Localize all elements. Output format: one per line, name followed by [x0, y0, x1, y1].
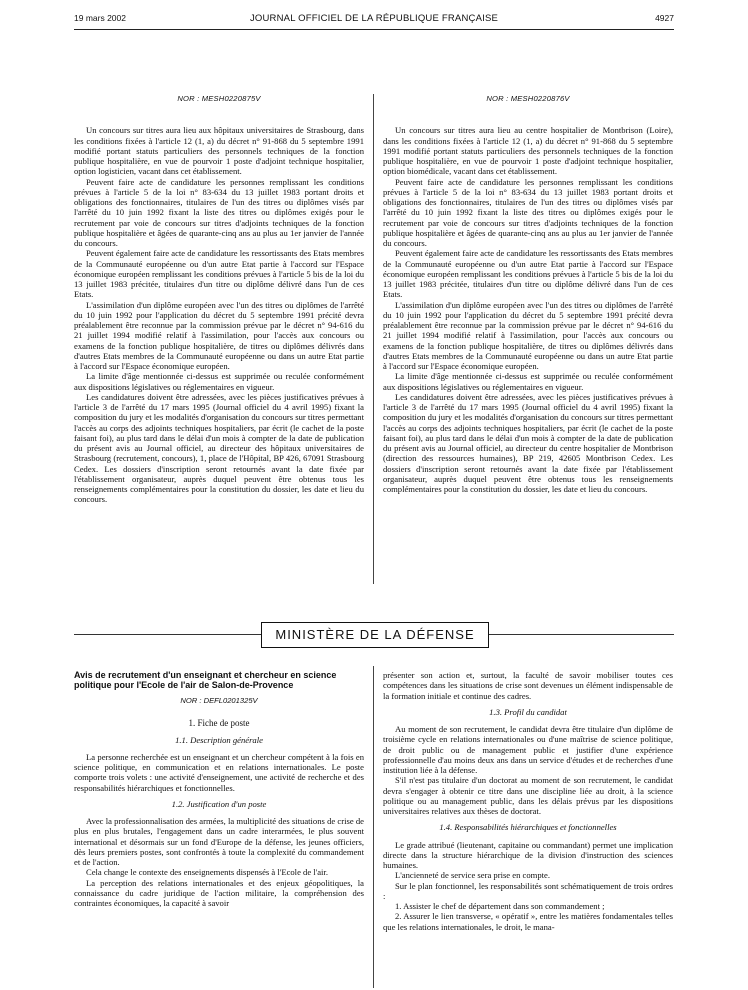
left-bottom-column	[74, 670, 364, 908]
paragraph: S'il n'est pas titulaire d'un doctorat au moment de son recrutement, le candidat devra s'engager à obtenir ce titre dans une discipline liée au droit, à la science politique ou au management public, dans les délais prévus par les dispositions universitaires relatives aux thèses de doctorat.	[383, 775, 673, 816]
column-divider	[373, 94, 374, 584]
paragraph: Un concours sur titres aura lieu aux hôpitaux universitaires de Strasbourg, dans les conditions fixées à l'article 12 (1, a) du décret n° 91-868 du 5 septembre 1991 modifié portant statuts particuliers des personnels techniques de la fonction publique hospitalière, en vue de pourvoir 1 poste d'adjoint technique hospitalier, option logisticien, vacant dans cet établissement.	[74, 125, 364, 177]
paragraph: Le grade attribué (lieutenant, capitaine ou commandant) permet une implication directe dans la structure hiérarchique de la division d'instruction des sciences humaines.	[383, 839, 673, 870]
subsection-heading: 1.3. Profil du candidat	[489, 706, 567, 717]
header-date: 19 mars 2002	[74, 13, 126, 23]
column-divider	[373, 666, 374, 988]
paragraph: présenter son action et, surtout, la faculté de savoir mobiliser toutes ces compétences dans les situations de crise sont devenues un élément indispensable de la formation initiale et continue des cadres.	[383, 670, 673, 701]
paragraph: La limite d'âge mentionnée ci-dessus est supprimée ou reculée conformément aux dispositions législatives ou réglementaires en vigueur.	[74, 371, 364, 392]
right-bottom-column	[383, 670, 673, 932]
paragraph: 1. Assister le chef de département dans son commandement ;	[395, 901, 605, 911]
nor-reference: NOR : MESH0220875V	[177, 94, 261, 103]
paragraph: Les candidatures doivent être adressées, avec les pièces justificatives prévues à l'article 3 de l'arrêté du 17 mars 1995 (Journal officiel du 4 avril 1995) fixant la composition du jury et les modalités d'organisation du concours sur titres permettant l'accès au corps des adjoints techniques hospitaliers, par écrit (le cachet de la poste faisant foi), au plus tard dans le délai d'un mois à compter de la date de publication du présent avis au Journal officiel, au directeur du centre hospitalier de Montbrison (direction des ressources humaines), BP 219, 42605 Montbrison Cedex. Les dossiers d'inscription seront retournés avant la date fixée par l'établissement organisateur, auprès duquel peuvent être obtenus tous les renseignements complémentaires pour la constitution du dossier, les date et lieu du concours.	[383, 391, 673, 494]
subsection-heading: 1.1. Description générale	[175, 734, 263, 745]
paragraph: L'ancienneté de service sera prise en compte.	[395, 870, 550, 881]
journal-title: JOURNAL OFFICIEL DE LA RÉPUBLIQUE FRANÇAISE	[249, 13, 499, 24]
page-header	[74, 13, 674, 27]
subsection-heading: 1.4. Responsabilités hiérarchiques et fonctionnelles	[439, 822, 617, 833]
paragraph: Un concours sur titres aura lieu au centre hospitalier de Montbrison (Loire), dans les conditions fixées à l'article 12 (1, a) du décret n° 91-868 du 5 septembre 1991 modifié portant statuts particuliers des personnels techniques de la fonction publique hospitalière, en vue de pourvoir 1 poste d'adjoint technique hospitalier, option biomédicale, vacant dans cet établissement.	[383, 125, 673, 177]
paragraph: Peuvent faire acte de candidature les personnes remplissant les conditions prévues à l'article 5 de la loi n° 83-634 du 13 juillet 1983 portant droits et obligations des fonctionnaires, titulaires de l'un des titres ou diplômes visés par l'arrêté du 10 juin 1992 fixant la liste des titres ou diplômes exigés pour le recrutement par voie de concours sur titres d'adjoints techniques de la fonction publique hospitalière et âgées de quarante-cinq ans au plus au 1er janvier de l'année du concours.	[74, 176, 364, 248]
subsection-heading: 1.2. Justification d'un poste	[171, 798, 267, 809]
nor-reference: NOR : DEFL0201325V	[180, 696, 258, 705]
paragraph: La perception des relations internationales et des enjeux géopolitiques, la connaissance du cadre juridique de l'action militaire, la compréhension des contraintes économiques, la capacité à savoir	[74, 877, 364, 908]
notice-title: Avis de recrutement d'un enseignant et chercheur en science politique pour l'Ecole de l'air de Salon-de-Provence	[74, 670, 337, 690]
section-rule-right	[488, 634, 674, 635]
left-top-column	[74, 94, 364, 505]
paragraph: Peuvent également faire acte de candidature les ressortissants des Etats membres de la Communauté européenne ou d'un autre Etat partie à l'accord sur l'Espace économique européen remplissant les conditions prévues à l'article 5 bis de la loi du 13 juillet 1983 précitée, titulaires d'un titre ou diplôme délivré dans l'un de ces Etats.	[383, 248, 673, 300]
paragraph: Peuvent également faire acte de candidature les ressortissants des Etats membres de la Communauté européenne ou d'un autre Etat partie à l'accord sur l'Espace économique européen remplissant les conditions prévues à l'article 5 bis de la loi du 13 juillet 1983 précitée, titulaires d'un titre ou diplôme délivré dans l'un de ces Etats.	[74, 248, 364, 300]
page-number: 4927	[655, 13, 674, 23]
ministry-heading: MINISTÈRE DE LA DÉFENSE	[261, 622, 489, 648]
paragraph: Les candidatures doivent être adressées, avec les pièces justificatives prévues à l'article 3 de l'arrêté du 17 mars 1995 (Journal officiel du 4 avril 1995) fixant la composition du jury et les modalités d'organisation du concours sur titres permettant l'accès au corps des adjoints techniques hospitaliers, par écrit (le cachet de la poste faisant foi), au plus tard dans le délai d'un mois à compter de la date de publication du présent avis au Journal officiel, au directeur des hôpitaux universitaires de Strasbourg (recrutement, concours), 1, place de l'Hôpital, BP 426, 67091 Strasbourg Cedex. Les dossiers d'inscription seront retournés avant la date fixée par l'établissement organisateur, auprès duquel peuvent être obtenus tous les renseignements complémentaires pour la constitution du dossier, les date et lieu du concours.	[74, 391, 364, 505]
paragraph: La personne recherchée est un enseignant et un chercheur compétent à la fois en science politique, en communication et en relations internationales. Le poste comporte trois volets : une activité d'enseignement, une activité de recherche et des responsabilités hiérarchiques et fonctionnelles.	[74, 751, 364, 793]
paragraph: La limite d'âge mentionnée ci-dessus est supprimée ou reculée conformément aux dispositions législatives ou réglementaires en vigueur.	[383, 371, 673, 392]
section-rule-left	[74, 634, 261, 635]
right-top-column	[383, 94, 673, 494]
paragraph: 2. Assurer le lien transverse, « opératif », entre les matières fondamentales telles que les relations internationales, le droit, le mana-	[383, 911, 673, 932]
paragraph: L'assimilation d'un diplôme européen avec l'un des titres ou diplômes de l'arrêté du 10 juin 1992 pour l'application du décret du 5 septembre 1991 précité devra préalablement être reconnue par la commission prévue par le décret n° 94-616 du 21 juillet 1994 modifié relatif à l'assimilation, pour l'accès aux concours ou examens de la fonction publique hospitalière, de titres ou diplômes délivrés dans d'autres Etats membres de la Communauté européenne ou dans un autre Etat partie à l'accord sur l'Espace économique européen.	[383, 299, 673, 371]
paragraph: Au moment de son recrutement, le candidat devra être titulaire d'un diplôme de troisième cycle en relations internationales ou d'une maîtrise de science politique, de droit public ou de management public et justifier d'une expérience professionnelle d'au moins deux ans dans un service d'études et de recherches d'une institution liée à la défense.	[383, 724, 673, 775]
section-heading: 1. Fiche de poste	[188, 718, 250, 729]
header-rule	[74, 29, 674, 30]
paragraph: L'assimilation d'un diplôme européen avec l'un des titres ou diplômes de l'arrêté du 10 juin 1992 pour l'application du décret du 5 septembre 1991 précité devra préalablement être reconnue par la commission prévue par le décret n° 94-616 du 21 juillet 1994 modifié relatif à l'assimilation, pour l'accès aux concours ou examens de la fonction publique hospitalière, de titres ou diplômes délivrés dans d'autres Etats membres de la Communauté européenne ou dans un autre Etat partie à l'accord sur l'Espace économique européen.	[74, 299, 364, 371]
paragraph: Sur le plan fonctionnel, les responsabilités sont schématiquement de trois ordres :	[383, 880, 673, 901]
paragraph: Cela change le contexte des enseignements dispensés à l'Ecole de l'air.	[86, 867, 328, 878]
nor-reference: NOR : MESH0220876V	[486, 94, 570, 103]
paragraph: Avec la professionnalisation des armées, la multiplicité des situations de crise de plus en plus brutales, l'engagement dans un cadre interarmées, le plus souvent international et désormais sur un fond d'Europe de la défense, les jeunes officiers, dès leurs premiers postes, sont confrontés à toute la complexité du commandement et de l'action.	[74, 816, 364, 867]
paragraph: Peuvent faire acte de candidature les personnes remplissant les conditions prévues à l'article 5 de la loi n° 83-634 du 13 juillet 1983 portant droits et obligations des fonctionnaires, titulaires de l'un des titres ou diplômes visés par l'arrêté du 10 juin 1992 fixant la liste des titres ou diplômes exigés pour le recrutement par voie de concours sur titres d'adjoints techniques de la fonction publique hospitalière et âgées de quarante-cinq ans au plus au 1er janvier de l'année du concours.	[383, 176, 673, 248]
